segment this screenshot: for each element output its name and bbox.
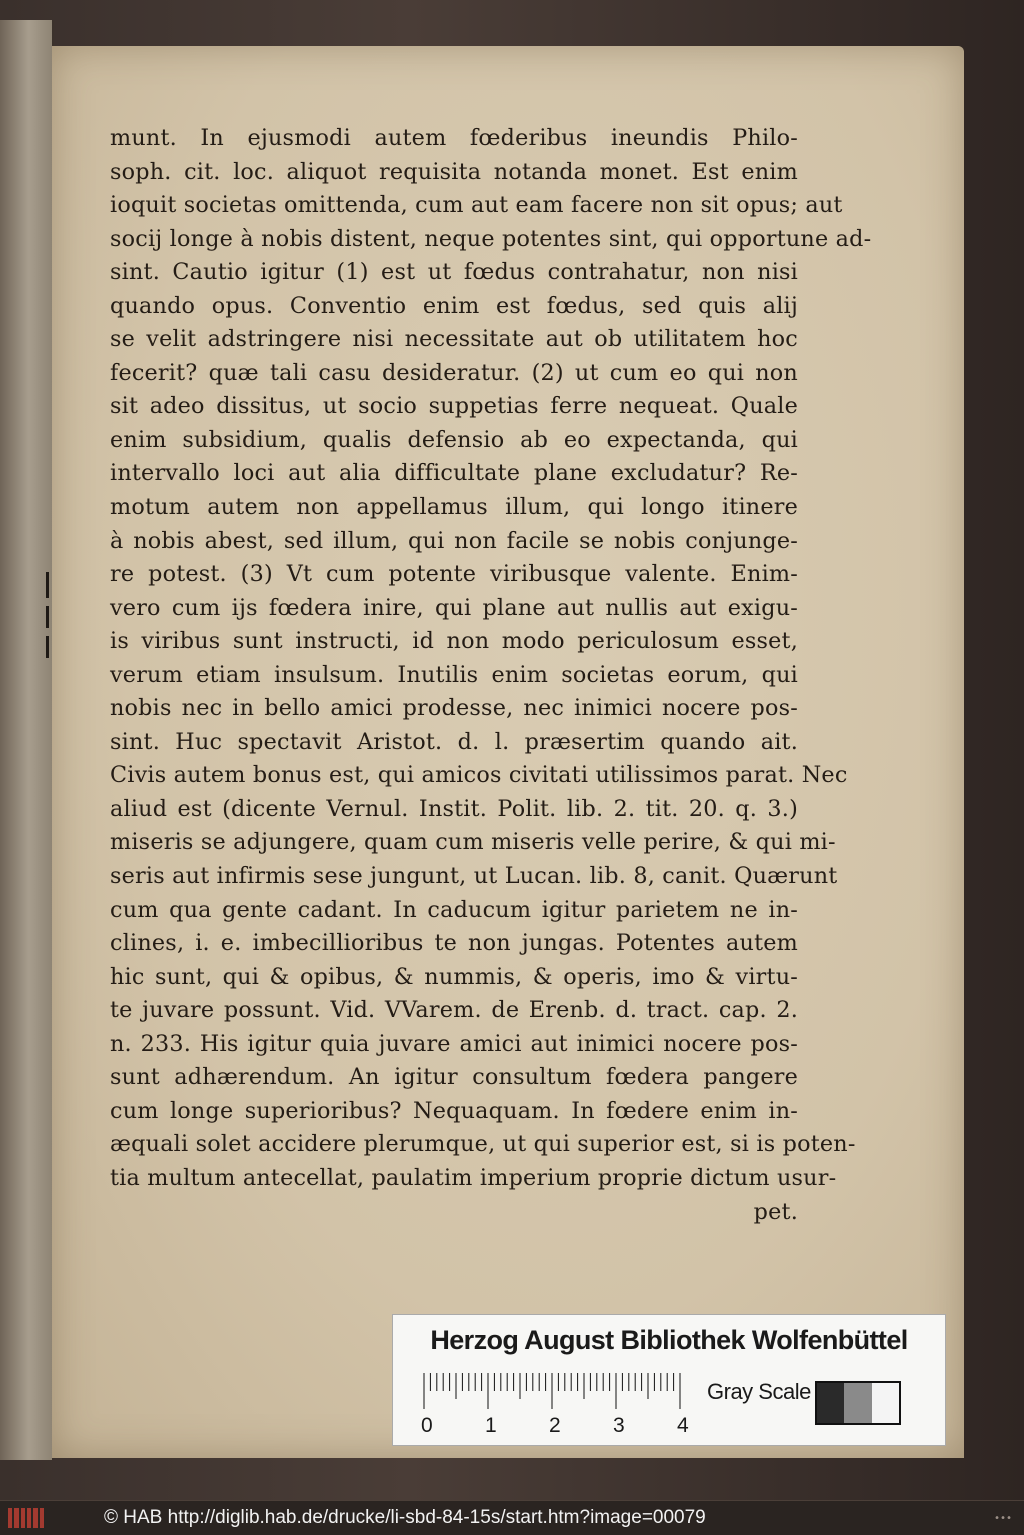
text-line: à nobis abest, sed illum, qui non facile se nobis conjunge-: [110, 527, 798, 554]
text-line: n. 233. His igitur quia juvare amici aut inimici nocere pos-: [110, 1030, 798, 1057]
text-line: motum autem non appellamus illum, qui longo itinere: [110, 494, 798, 521]
text-line: tia multum antecellat, paulatim imperium proprie dictum usur-: [110, 1164, 837, 1191]
text-line: re potest. (3) Vt cum potente viribusque valente. Enim-: [110, 561, 798, 588]
text-line: enim subsidium, qualis defensio ab eo expectanda, qui: [110, 426, 798, 453]
text-line: hic sunt, qui & opibus, & nummis, & operis, imo & virtu-: [110, 963, 798, 990]
ruler-scale: [423, 1373, 693, 1413]
text-line: ioquit societas omittenda, cum aut eam facere non sit opus; aut: [110, 192, 843, 219]
text-line: vero cum ijs fœdera inire, qui plane aut nullis aut exigu-: [110, 594, 798, 621]
hab-logo-icon: [8, 1508, 44, 1528]
text-line: munt. In ejusmodi autem fœderibus ineundis Philo-: [110, 125, 798, 151]
text-line: fecerit? quæ tali casu desideratur. (2) ut cum eo qui non: [110, 359, 798, 386]
book-spine-edge: [0, 20, 54, 1460]
binding-mark: [46, 636, 49, 658]
text-line: sunt adhærendum. An igitur consultum fœdera pangere: [110, 1064, 798, 1091]
scale-number: 1: [485, 1414, 497, 1437]
library-name: Herzog August Bibliothek Wolfenbüttel: [430, 1325, 908, 1355]
text-line: cum qua gente cadant. In caducum igitur parietem ne in-: [110, 896, 798, 923]
scale-number: 4: [677, 1414, 689, 1437]
swatch-mid: [844, 1383, 871, 1423]
text-line: seris aut infirmis sese jungunt, ut Lucan. lib. 8, canit. Quærunt: [110, 863, 838, 890]
calibration-card: [392, 1314, 946, 1446]
swatch-light: [872, 1383, 899, 1423]
scale-number: 0: [421, 1414, 433, 1437]
text-line: socij longe à nobis distent, neque potentes sint, qui opportune ad-: [110, 225, 872, 252]
scale-number: 3: [613, 1414, 625, 1437]
text-line: sint. Cautio igitur (1) est ut fœdus contrahatur, non nisi: [110, 259, 798, 286]
text-line: Civis autem bonus est, qui amicos civitati utilissimos parat. Nec: [110, 762, 848, 789]
text-line: soph. cit. loc. aliquot requisita notanda monet. Est enim: [110, 158, 798, 185]
text-line: quando opus. Conventio enim est fœdus, sed quis alij: [110, 292, 798, 319]
text-line: nobis nec in bello amici prodesse, nec inimici nocere pos-: [110, 695, 798, 722]
text-line: æquali solet accidere plerumque, ut qui superior est, si is poten-: [110, 1131, 856, 1158]
gray-scale-label: Gray Scale: [707, 1379, 811, 1404]
text-line: miseris se adjungere, quam cum miseris velle perire, & qui mi-: [110, 829, 836, 856]
footer-menu-icon[interactable]: •••: [993, 1513, 1012, 1524]
text-line: aliud est (dicente Vernul. Instit. Polit. lib. 2. tit. 20. q. 3.): [110, 795, 798, 822]
gray-scale-swatches: [815, 1381, 901, 1425]
text-line: sit adeo dissitus, ut socio suppetias ferre nequeat. Quale: [110, 393, 798, 420]
text-line: intervallo loci aut alia difficultate plane excludatur? Re-: [110, 460, 798, 487]
text-line: se velit adstringere nisi necessitate aut ob utilitatem hoc: [110, 326, 798, 353]
footer-bar: [0, 1500, 1024, 1535]
binding-mark: [46, 606, 49, 628]
footer-copyright-link[interactable]: © HAB http://diglib.hab.de/drucke/li-sbd-84-15s/start.htm?image=00079: [104, 1507, 706, 1528]
text-line: is viribus sunt instructi, id non modo periculosum esset,: [110, 628, 798, 655]
binding-mark: [46, 572, 49, 598]
text-line: pet.: [753, 1198, 798, 1225]
text-line: sint. Huc spectavit Aristot. d. l. præsertim quando ait.: [110, 728, 798, 755]
page-text: [110, 122, 872, 1229]
text-line: cum longe superioribus? Nequaquam. In fœdere enim in-: [110, 1097, 798, 1124]
swatch-dark: [817, 1383, 844, 1423]
text-line: te juvare possunt. Vid. VVarem. de Erenb. d. tract. cap. 2.: [110, 997, 798, 1024]
text-line: verum etiam insulsum. Inutilis enim societas eorum, qui: [110, 661, 798, 688]
text-line: clines, i. e. imbecillioribus te non jungas. Potentes autem: [110, 930, 798, 957]
scale-number: 2: [549, 1414, 561, 1437]
